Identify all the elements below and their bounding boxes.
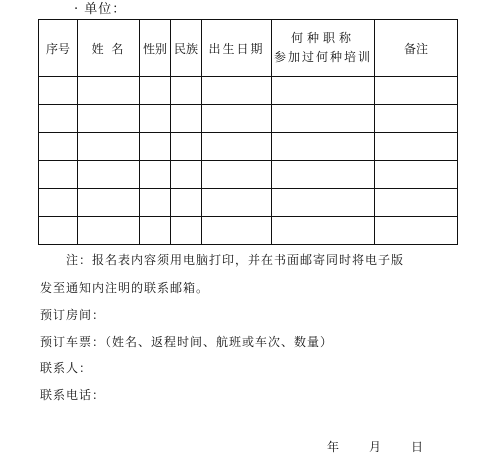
unit-label: · 单位： — [74, 2, 127, 17]
column-header-title: 何种职称 — [290, 31, 355, 45]
table-row — [39, 161, 458, 189]
room-booking-label: 预订房间： — [40, 308, 106, 322]
date-month-label: 月 — [369, 440, 382, 454]
contact-phone-label: 联系电话： — [40, 388, 106, 402]
column-header-title-training — [272, 20, 375, 77]
table-header-row — [39, 20, 458, 77]
table-row — [39, 105, 458, 133]
column-header-remarks: 备注 — [375, 20, 458, 77]
table-row — [39, 189, 458, 217]
table-row — [39, 133, 458, 161]
ticket-booking-label: 预订车票：（姓名、返程时间、航班或车次、数量） — [40, 335, 334, 349]
column-header-serial: 序号 — [39, 20, 78, 77]
registration-table — [38, 19, 458, 245]
column-header-birth-date: 出生日期 — [202, 20, 272, 77]
date-year-label: 年 — [327, 440, 340, 454]
table-row — [39, 77, 458, 105]
column-header-gender: 性别 — [140, 20, 171, 77]
table-row — [39, 217, 458, 245]
note-text-line1: 注：报名表内容须用电脑打印，并在书面邮寄同时将电子版 — [66, 253, 405, 267]
contact-person-label: 联系人： — [40, 361, 93, 375]
column-header-training: 参加过何种培训 — [273, 50, 372, 64]
date-day-label: 日 — [411, 440, 424, 454]
note-text-line2: 发至通知内注明的联系邮箱。 — [40, 281, 210, 295]
column-header-ethnicity: 民族 — [171, 20, 202, 77]
column-header-name: 姓 名 — [78, 20, 140, 77]
